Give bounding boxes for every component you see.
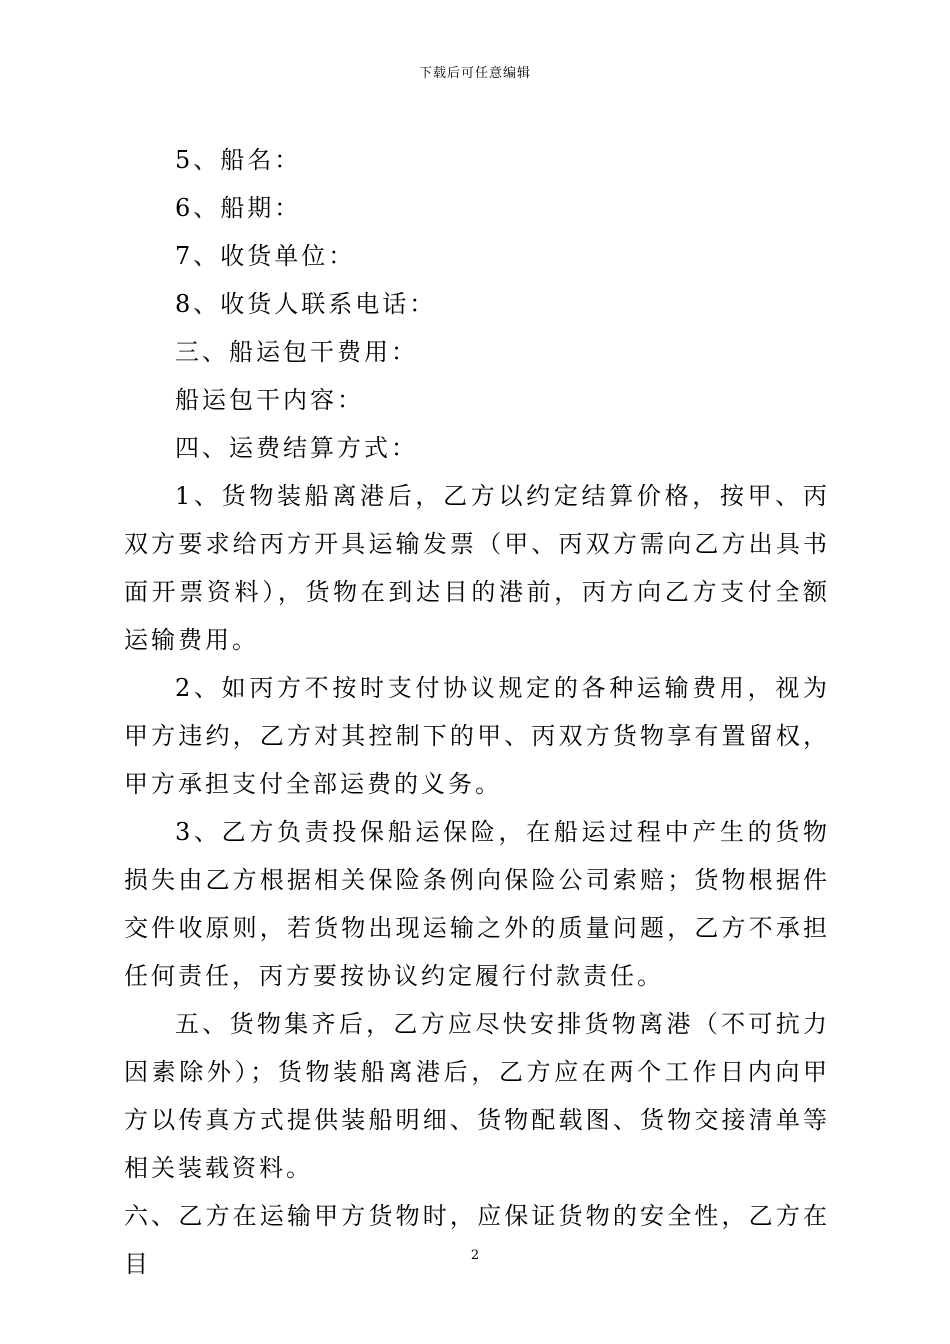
paragraph-fee-content: 船运包干内容： — [175, 386, 364, 414]
section-heading-fees: 三、船运包干费用： — [175, 338, 418, 366]
page-number: 2 — [470, 1248, 480, 1263]
paragraph-settlement-2: 2、如丙方不按时支付协议规定的各种运输费用，视为甲方违约，乙方对其控制下的甲、丙双方货物享有置留权，甲方承担支付全部运费的义务。 — [124, 674, 830, 798]
document-body — [124, 136, 830, 1288]
paragraph-consignee: 7、收货单位： — [175, 242, 356, 270]
page-header: 下载后可任意编辑 — [418, 66, 531, 81]
section-six: 六、乙方在运输甲方货物时，应保证货物的安全性，乙方在目 — [124, 1202, 830, 1278]
section-five: 五、货物集齐后，乙方应尽快安排货物离港（不可抗力因素除外）；货物装船离港后，乙方应在两个工作日内向甲方以传真方式提供装船明细、货物配载图、货物交接清单等相关装载资料。 — [124, 1010, 830, 1182]
paragraph-consignee-phone: 8、收货人联系电话： — [175, 290, 437, 318]
paragraph-ship-name: 5、船名： — [175, 146, 302, 174]
section-heading-settlement: 四、运费结算方式： — [175, 434, 418, 462]
paragraph-settlement-1: 1、货物装船离港后，乙方以约定结算价格，按甲、丙双方要求给丙方开具运输发票（甲、丙双方需向乙方出具书面开票资料），货物在到达目的港前，丙方向乙方支付全额运输费用。 — [124, 482, 830, 654]
paragraph-ship-date: 6、船期： — [175, 194, 302, 222]
paragraph-settlement-3: 3、乙方负责投保船运保险，在船运过程中产生的货物损失由乙方根据相关保险条例向保险公司索赔；货物根据件交件收原则，若货物出现运输之外的质量问题，乙方不承担任何责任，丙方要按协议约定履行付款责任。 — [124, 818, 830, 990]
